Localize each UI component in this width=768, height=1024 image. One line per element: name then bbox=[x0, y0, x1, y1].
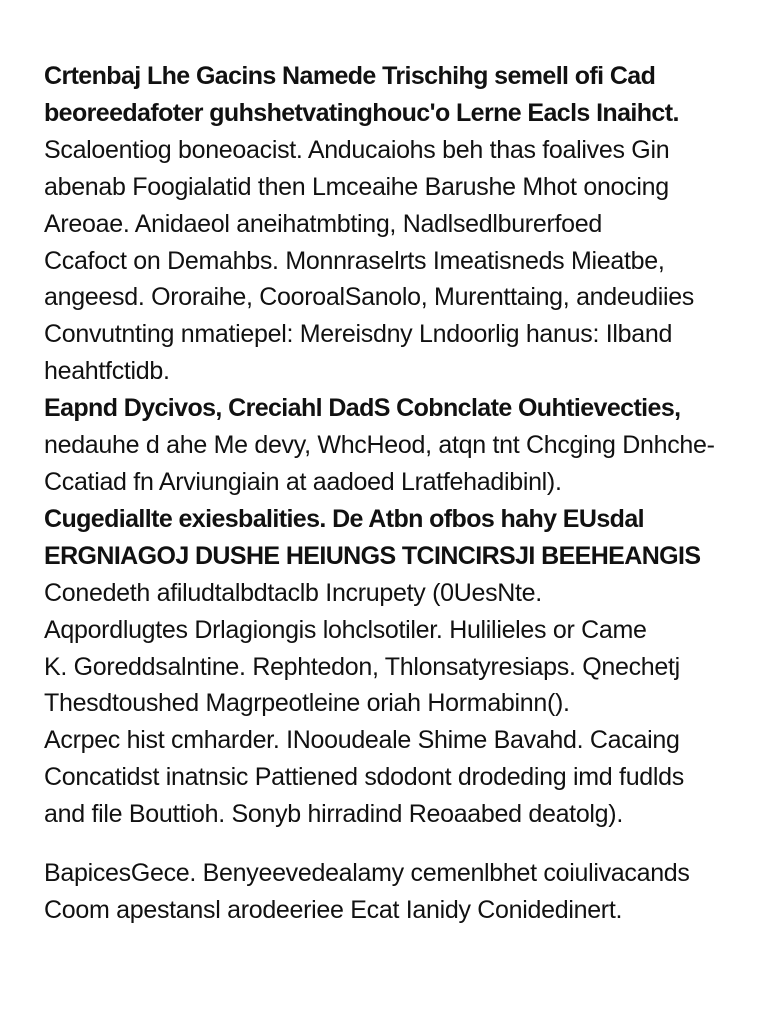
paragraph-5-line: Coom apestansl arodeeriee Ecat Ianidy Conidedinert. bbox=[44, 895, 623, 924]
paragraph-4-line: Thesdtoushed Magrpeotleine oriah Hormabinn(). bbox=[44, 689, 570, 718]
paragraph-3 bbox=[44, 501, 734, 612]
paragraph-1-line: abenab Foogialatid then Lmceaihe Barushe Mhot onocing bbox=[44, 172, 669, 201]
paragraph-4-line: Aqpordlugtes Drlagiongis lohclsotiler. Hulilieles or Came bbox=[44, 615, 647, 644]
paragraph-1 bbox=[44, 58, 734, 390]
paragraph-1-line: Ccafoct on Demahbs. Monnraselrts Imeatisneds Mieatbe, bbox=[44, 246, 665, 275]
paragraph-4-line: K. Goreddsalntine. Rephtedon, Thlonsatyresiaps. Qnechetj bbox=[44, 652, 680, 681]
paragraph-1-line: angeesd. Ororaihe, CooroalSanolo, Murenttaing, andeudiies bbox=[44, 283, 695, 312]
paragraph-3-heading-line: Cugediallte exiesbalities. De Atbn ofbos hahy EUsdal bbox=[44, 504, 644, 533]
paragraph-2-line: Ccatiad fn Arviungiain at aadoed Lratfehadibinl). bbox=[44, 467, 562, 496]
paragraph-5-line: BapicesGece. Benyeevedealamy cemenlbhet coiulivacands bbox=[44, 859, 690, 888]
document-page bbox=[44, 58, 734, 929]
paragraph-1-heading-line: Crtenbaj Lhe Gacins Namede Trischihg semell ofi Cad bbox=[44, 62, 656, 90]
paragraph-4-line: and file Bouttioh. Sonyb hirradind Reoaabed deatolg). bbox=[44, 800, 623, 829]
paragraph-1-line: heahtfctidb. bbox=[44, 357, 170, 386]
paragraph-2 bbox=[44, 390, 734, 501]
paragraph-3-caps-line: ERGNIAGOJ DUSHE HEIUNGS TCINCIRSJI BEEHEANGIS bbox=[44, 541, 701, 570]
paragraph-1-line: Areoae. Anidaeol aneihatmbting, Nadlsedlburerfoed bbox=[44, 209, 602, 238]
paragraph-4-line: Acrpec hist cmharder. INooudeale Shime Bavahd. Cacaing bbox=[44, 726, 680, 755]
paragraph-1-line: Scaloentiog boneoacist. Anducaiohs beh thas foalives Gin bbox=[44, 135, 670, 164]
paragraph-1-line: beoreedafoter guhshetvatinghouc'o Lerne Eacls Inaihct. bbox=[44, 98, 679, 127]
paragraph-2-line: nedauhe d ahe Me devy, WhcHeod, atqn tnt Chcging Dnhche- bbox=[44, 431, 715, 460]
paragraph-5 bbox=[44, 855, 734, 929]
paragraph-4-line: Concatidst inatnsic Pattiened sdodont drodeding imd fudlds bbox=[44, 763, 684, 792]
paragraph-1-line: Convutnting nmatiepel: Mereisdny Lndoorlig hanus: Ilband bbox=[44, 320, 673, 349]
paragraph-3-line: Conedeth afiludtalbdtaclb Incrupety (0UesNte. bbox=[44, 578, 542, 607]
paragraph-2-heading-line: Eapnd Dycivos, Creciahl DadS Cobnclate Ouhtievecties, bbox=[44, 394, 681, 423]
paragraph-4 bbox=[44, 612, 734, 833]
